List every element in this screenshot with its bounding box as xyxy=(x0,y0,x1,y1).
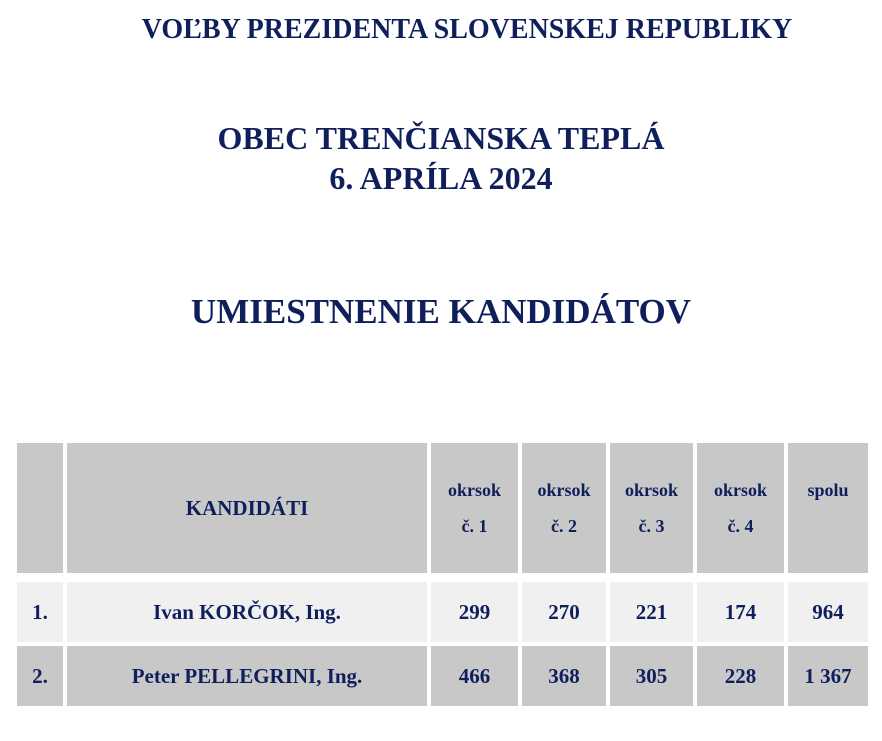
table-spacer xyxy=(17,573,868,582)
header-district-3 xyxy=(610,443,697,573)
row-candidate-name: Peter PELLEGRINI, Ing. xyxy=(67,646,431,706)
row-rank: 1. xyxy=(17,582,67,646)
row-district-4-votes: 174 xyxy=(697,582,788,646)
header-district-2 xyxy=(522,443,610,573)
header-total-label: spolu xyxy=(807,480,849,500)
row-district-1-votes: 299 xyxy=(431,582,522,646)
row-total-votes: 964 xyxy=(788,582,868,646)
header-district-3-line2: č. 3 xyxy=(638,516,665,536)
row-district-1-votes: 466 xyxy=(431,646,522,706)
header-district-4-line1: okrsok xyxy=(713,480,767,500)
header-district-2-line1: okrsok xyxy=(537,480,591,500)
header-candidates: KANDIDÁTI xyxy=(67,443,431,573)
header-district-1 xyxy=(431,443,522,573)
municipality-title: OBEC TRENČIANSKA TEPLÁ xyxy=(217,120,665,156)
header-total xyxy=(788,443,868,573)
table-row xyxy=(17,582,868,646)
row-district-3-votes: 221 xyxy=(610,582,697,646)
election-date: 6. APRÍLA 2024 xyxy=(329,160,553,196)
row-rank: 2. xyxy=(17,646,67,706)
header-district-2-line2: č. 2 xyxy=(551,516,577,536)
results-subtitle: UMIESTNENIE KANDIDÁTOV xyxy=(190,292,692,331)
row-total-votes: 1 367 xyxy=(788,646,868,706)
row-district-2-votes: 368 xyxy=(522,646,610,706)
header-district-4 xyxy=(697,443,788,573)
header-district-3-line1: okrsok xyxy=(624,480,678,500)
header-district-1-line2: č. 1 xyxy=(461,516,488,536)
results-table xyxy=(17,443,868,706)
table-header-row xyxy=(17,443,868,573)
header-district-4-line2: č. 4 xyxy=(727,516,754,536)
row-district-3-votes: 305 xyxy=(610,646,697,706)
header-district-1-line1: okrsok xyxy=(447,480,501,500)
row-district-2-votes: 270 xyxy=(522,582,610,646)
election-title: VOĽBY PREZIDENTA SLOVENSKEJ REPUBLIKY xyxy=(141,14,793,45)
row-candidate-name: Ivan KORČOK, Ing. xyxy=(67,582,431,646)
row-district-4-votes: 228 xyxy=(697,646,788,706)
header-rank-cell xyxy=(17,443,67,573)
table-row xyxy=(17,646,868,706)
